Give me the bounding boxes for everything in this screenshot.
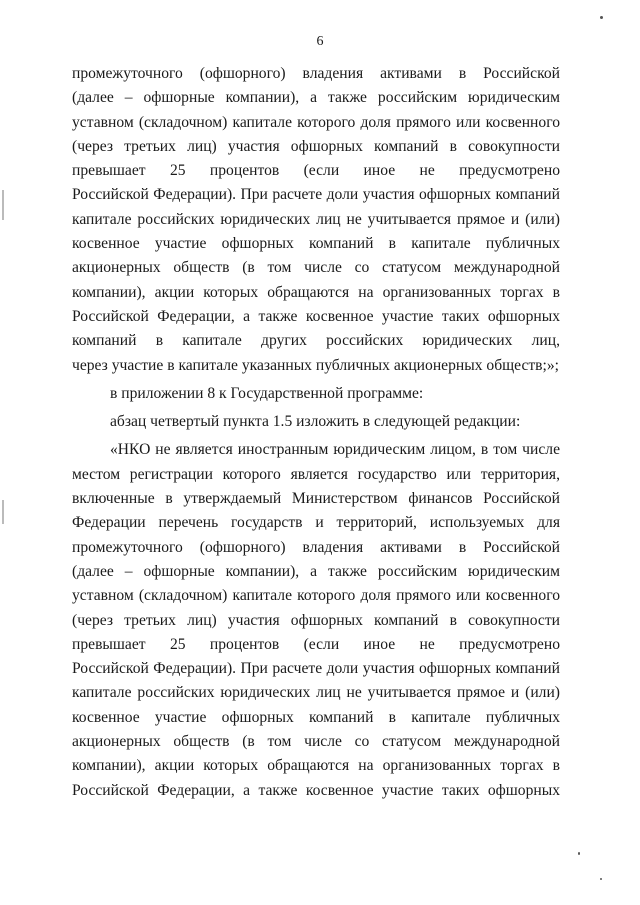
- text-line: Российской Федерации, а также косвенное участие таких офшорных: [72, 781, 560, 799]
- text-line: превышает 25 процентов (если иное не предусмотрено: [72, 635, 560, 653]
- text-line: уставном (складочном) капитале которого доля прямого или косвенного: [72, 587, 560, 605]
- text-line: Российской Федерации, а также косвенное участие таких офшорных: [72, 307, 560, 325]
- document-body: [72, 62, 560, 803]
- page-number: 6: [316, 34, 324, 49]
- text-line: Российской Федерации). При расчете доли участия офшорных компаний: [72, 186, 560, 204]
- scan-speck: [578, 852, 580, 855]
- text-line: в приложении 8 к Государственной программе:: [110, 384, 424, 402]
- text-line: промежуточного (офшорного) владения активами в Российской: [72, 65, 560, 82]
- text-line: (далее – офшорные компании), а также российским юридическим: [72, 562, 560, 580]
- text-line: Федерации перечень государств и территорий, используемых для: [72, 514, 560, 532]
- text-line: капитале российских юридических лиц не учитывается прямое и (или): [72, 684, 560, 702]
- text-line: Российской Федерации). При расчете доли участия офшорных компаний: [72, 660, 560, 678]
- scan-speck: [600, 878, 602, 880]
- text-line: местом регистрации которого является государство или территория,: [72, 465, 560, 483]
- paragraph-offshore-definition-continued: [72, 62, 560, 378]
- text-line: абзац четвертый пункта 1.5 изложить в следующей редакции:: [110, 413, 521, 431]
- text-line: промежуточного (офшорного) владения активами в Российской: [72, 538, 560, 556]
- text-line: включенные в утверждаемый Министерством финансов Российской: [72, 490, 560, 508]
- scan-edge-mark: [2, 500, 4, 524]
- paragraph-appendix-8-intro: [72, 382, 560, 406]
- text-line: (через третьих лиц) участия офшорных компаний в совокупности: [72, 611, 560, 629]
- text-line: акционерных обществ (в том числе со статусом международной: [72, 259, 560, 277]
- text-line: компании), акции которых обращаются на организованных торгах в: [72, 757, 560, 775]
- text-line: компаний в капитале других российских юридических лиц,: [72, 332, 560, 350]
- text-line: косвенное участие офшорных компаний в капитале публичных: [72, 708, 560, 726]
- text-line: уставном (складочном) капитале которого доля прямого или косвенного: [72, 113, 560, 131]
- text-line: акционерных обществ (в том числе со статусом международной: [72, 733, 560, 751]
- text-line: превышает 25 процентов (если иное не предусмотрено: [72, 162, 560, 180]
- text-line: «НКО не является иностранным юридическим лицом, в том числе: [110, 441, 560, 459]
- text-line: (далее – офшорные компании), а также российским юридическим: [72, 89, 560, 107]
- text-line: косвенное участие офшорных компаний в капитале публичных: [72, 235, 560, 253]
- text-line: капитале российских юридических лиц не учитывается прямое и (или): [72, 210, 560, 228]
- paragraph-amendment-instruction: [72, 410, 560, 434]
- text-line: компании), акции которых обращаются на организованных торгах в: [72, 283, 560, 301]
- scan-speck: [600, 16, 603, 19]
- paragraph-nko-new-wording: [72, 438, 560, 802]
- scan-edge-mark: [2, 190, 4, 220]
- text-line: (через третьих лиц) участия офшорных компаний в совокупности: [72, 137, 560, 155]
- text-line: через участие в капитале указанных публичных акционерных обществ;»;: [72, 356, 560, 374]
